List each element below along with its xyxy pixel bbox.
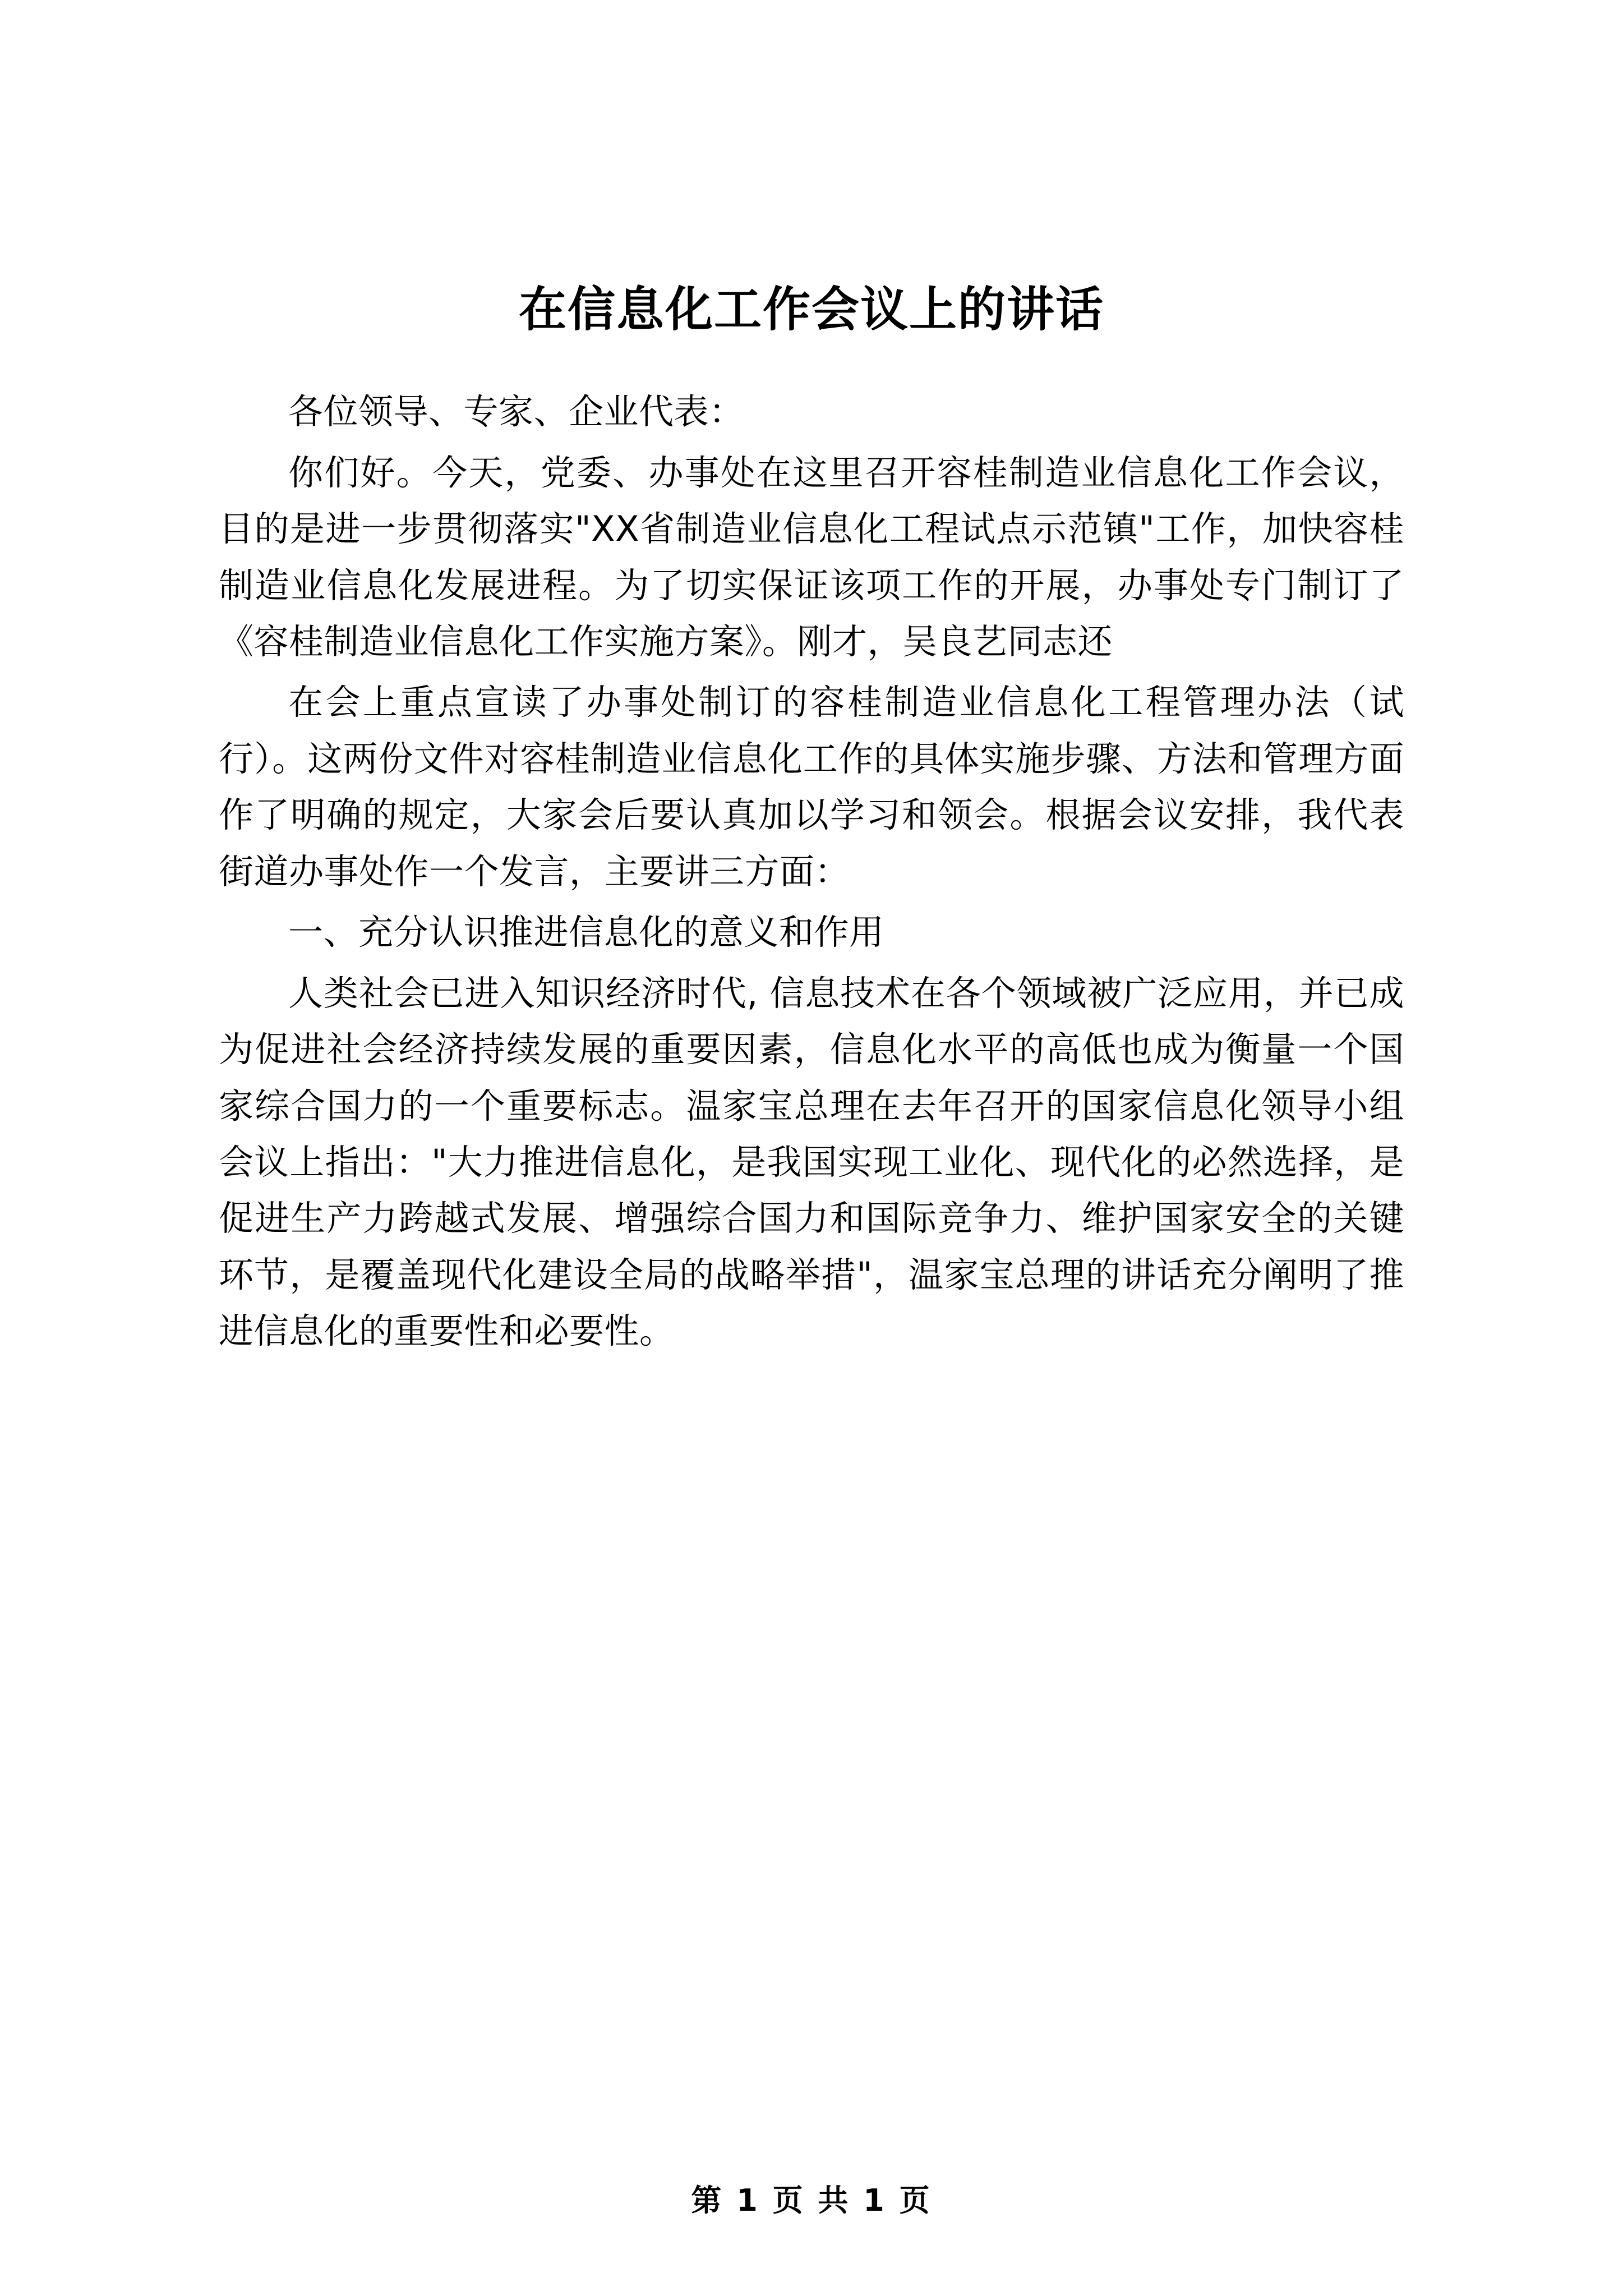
paragraph-significance: 人类社会已进入知识经济时代, 信息技术在各个领域被广泛应用，并已成为促进社会经济持续发展的重要因素，信息化水平的高低也成为衡量一个国家综合国力的一个重要标志。温家宝总理在去年召开的国家信息化领导小组会议上指出："大力推进信息化，是我国实现工业化、现代化的必然选择，是促进生产力跨越式发展、增强综合国力和国际竞争力、维护国家安全的关键环节，是覆盖现代化建设全局的战略举措"，温家宝总理的讲话充分阐明了推进信息化的重要性和必要性。 — [219, 972, 1404, 1352]
paragraph-section-heading-one: 一、充分认识推进信息化的意义和作用 — [288, 912, 884, 953]
document-body — [219, 384, 1404, 1359]
paragraph-documents: 在会上重点宣读了办事处制订的容桂制造业信息化工程管理办法（试行）。这两份文件对容桂制造业信息化工作的具体实施步骤、方法和管理方面作了明确的规定，大家会后要认真加以学习和领会。根据会议安排，我代表街道办事处作一个发言，主要讲三方面： — [219, 682, 1404, 892]
paragraph-opening: 你们好。今天，党委、办事处在这里召开容桂制造业信息化工作会议，目的是进一步贯彻落实"XX省制造业信息化工程试点示范镇"工作，加快容桂制造业信息化发展进程。为了切实保证该项工作的开展，办事处专门制订了《容桂制造业信息化工作实施方案》。刚才，吴良艺同志还 — [219, 452, 1404, 662]
page-footer: 第 1 页 共 1 页 — [691, 2183, 932, 2218]
paragraph-salutation: 各位领导、专家、企业代表： — [288, 391, 744, 432]
page-title: 在信息化工作会议上的讲话 — [518, 282, 1104, 338]
